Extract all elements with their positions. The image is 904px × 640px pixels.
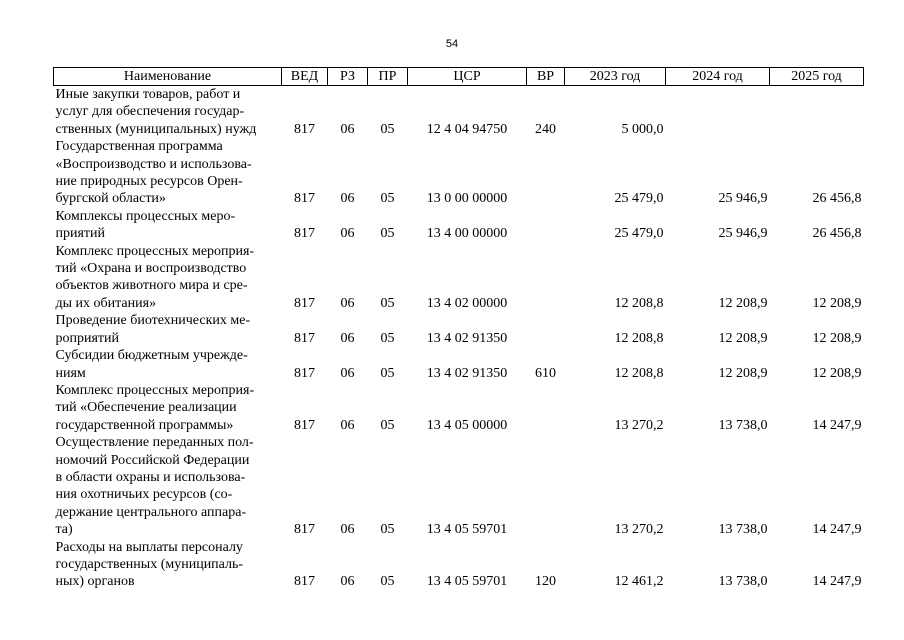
cell-csr: 13 4 05 59701 (426, 522, 508, 538)
cell-2023: 13 270,2 (614, 417, 664, 433)
name-line: «Воспроизводство и использова- (55, 156, 252, 172)
cell-pr: 05 (380, 522, 395, 538)
name-line: ниям (55, 365, 86, 381)
cell-2025: 12 208,9 (812, 295, 862, 311)
cell-name (54, 382, 282, 434)
cell-2025: 26 456,8 (812, 226, 862, 242)
cell-2025: 12 208,9 (812, 365, 862, 381)
col-header-csr: ЦСР (408, 68, 527, 86)
name-line: та) (55, 522, 73, 538)
cell-2024: 13 738,0 (718, 574, 768, 590)
cell-csr: 13 4 05 00000 (426, 417, 508, 433)
cell-2023: 12 208,8 (614, 330, 664, 346)
name-line: услуг для обеспечения государ- (55, 104, 245, 120)
table-row (54, 86, 864, 139)
cell-csr: 13 4 02 91350 (426, 330, 508, 346)
page-number: 54 (445, 38, 459, 50)
name-line: ных) органов (55, 574, 135, 590)
cell-pr: 05 (380, 365, 395, 381)
budget-table (53, 67, 864, 591)
cell-ved: 817 (294, 121, 315, 137)
cell-2024: 12 208,9 (718, 295, 768, 311)
cell-rz: 06 (340, 121, 355, 137)
name-line: Государственная программа (55, 139, 223, 155)
cell-ved: 817 (294, 191, 315, 207)
cell-vr (527, 434, 565, 538)
table-row (54, 243, 864, 313)
cell-name (54, 208, 282, 243)
cell-2023: 12 208,8 (614, 365, 664, 381)
cell-2023: 12 208,8 (614, 295, 664, 311)
col-header-rz: РЗ (328, 68, 368, 86)
cell-2025: 14 247,9 (812, 417, 862, 433)
cell-rz: 06 (340, 417, 355, 433)
cell-pr: 05 (380, 191, 395, 207)
col-header-2023: 2023 год (565, 68, 666, 86)
cell-name (54, 86, 282, 139)
cell-2025: 14 247,9 (812, 574, 862, 590)
table-row (54, 434, 864, 538)
cell-name (54, 243, 282, 313)
name-line: государственной программы» (55, 417, 234, 433)
name-line: Осуществление переданных пол- (55, 435, 254, 451)
cell-ved: 817 (294, 330, 315, 346)
cell-2024: 25 946,9 (718, 226, 768, 242)
cell-2023: 25 479,0 (614, 226, 664, 242)
table-row (54, 539, 864, 591)
cell-2025: 26 456,8 (812, 191, 862, 207)
name-line: номочий Российской Федерации (55, 452, 250, 468)
cell-csr: 13 4 02 91350 (426, 365, 508, 381)
col-header-pr: ПР (368, 68, 408, 86)
cell-2024: 25 946,9 (718, 191, 768, 207)
name-line: тий «Охрана и воспроизводство (55, 261, 247, 277)
name-line: ния охотничьих ресурсов (со- (55, 487, 233, 503)
cell-csr: 12 4 04 94750 (426, 121, 508, 137)
cell-rz: 06 (340, 295, 355, 311)
name-line: бургской области» (55, 191, 166, 207)
col-header-2025: 2025 год (770, 68, 864, 86)
name-line: ние природных ресурсов Орен- (55, 174, 243, 190)
cell-vr: 240 (535, 121, 556, 137)
cell-ved: 817 (294, 226, 315, 242)
cell-csr: 13 4 02 00000 (426, 295, 508, 311)
table-row (54, 347, 864, 382)
name-line: тий «Обеспечение реализации (55, 400, 237, 416)
cell-2023: 5 000,0 (621, 121, 664, 137)
name-line: Комплексы процессных меро- (55, 208, 236, 224)
cell-pr: 05 (380, 330, 395, 346)
cell-vr (527, 312, 565, 347)
cell-name (54, 434, 282, 538)
table-header-row (54, 68, 864, 86)
cell-name (54, 539, 282, 591)
name-line: Иные закупки товаров, работ и (55, 87, 241, 102)
cell-vr (527, 243, 565, 313)
cell-ved: 817 (294, 295, 315, 311)
name-line: держание центрального аппара- (55, 504, 247, 520)
cell-ved: 817 (294, 365, 315, 381)
cell-2024 (666, 86, 770, 139)
cell-2024: 13 738,0 (718, 522, 768, 538)
cell-csr: 13 4 00 00000 (426, 226, 508, 242)
cell-rz: 06 (340, 191, 355, 207)
cell-2024: 13 738,0 (718, 417, 768, 433)
cell-vr (527, 208, 565, 243)
cell-pr: 05 (380, 417, 395, 433)
cell-ved: 817 (294, 574, 315, 590)
cell-rz: 06 (340, 365, 355, 381)
cell-pr: 05 (380, 295, 395, 311)
name-line: Комплекс процессных мероприя- (55, 243, 255, 259)
col-header-ved: ВЕД (282, 68, 328, 86)
table-row (54, 382, 864, 434)
cell-vr (527, 138, 565, 208)
col-header-vr: ВР (527, 68, 565, 86)
cell-name (54, 347, 282, 382)
name-line: ственных (муниципальных) нужд (55, 121, 257, 137)
cell-vr: 120 (535, 574, 556, 590)
name-line: приятий (55, 226, 106, 242)
cell-rz: 06 (340, 226, 355, 242)
name-line: ды их обитания» (55, 295, 157, 311)
name-line: Проведение биотехнических ме- (55, 313, 251, 329)
col-header-2024: 2024 год (666, 68, 770, 86)
cell-rz: 06 (340, 574, 355, 590)
cell-2023: 12 461,2 (614, 574, 664, 590)
cell-2025 (770, 86, 864, 139)
cell-pr: 05 (380, 121, 395, 137)
name-line: в области охраны и использова- (55, 469, 246, 485)
cell-vr: 610 (535, 365, 556, 381)
cell-vr (527, 382, 565, 434)
name-line: Расходы на выплаты персоналу (55, 539, 243, 555)
cell-2023: 13 270,2 (614, 522, 664, 538)
name-line: Субсидии бюджетным учрежде- (55, 348, 248, 364)
cell-ved: 817 (294, 417, 315, 433)
cell-pr: 05 (380, 226, 395, 242)
cell-2025: 14 247,9 (812, 522, 862, 538)
cell-csr: 13 0 00 00000 (426, 191, 508, 207)
cell-2024: 12 208,9 (718, 365, 768, 381)
cell-rz: 06 (340, 522, 355, 538)
name-line: государственных (муниципаль- (55, 556, 244, 572)
cell-csr: 13 4 05 59701 (426, 574, 508, 590)
cell-rz: 06 (340, 330, 355, 346)
cell-name (54, 312, 282, 347)
cell-name (54, 138, 282, 208)
col-header-name: Наименование (54, 68, 282, 86)
table-row (54, 138, 864, 208)
cell-ved: 817 (294, 522, 315, 538)
table-body (54, 86, 864, 591)
table-row (54, 312, 864, 347)
cell-2025: 12 208,9 (812, 330, 862, 346)
cell-pr: 05 (380, 574, 395, 590)
name-line: объектов животного мира и сре- (55, 278, 248, 294)
table-row (54, 208, 864, 243)
name-line: Комплекс процессных мероприя- (55, 382, 255, 398)
cell-2024: 12 208,9 (718, 330, 768, 346)
cell-2023: 25 479,0 (614, 191, 664, 207)
name-line: роприятий (55, 330, 120, 346)
